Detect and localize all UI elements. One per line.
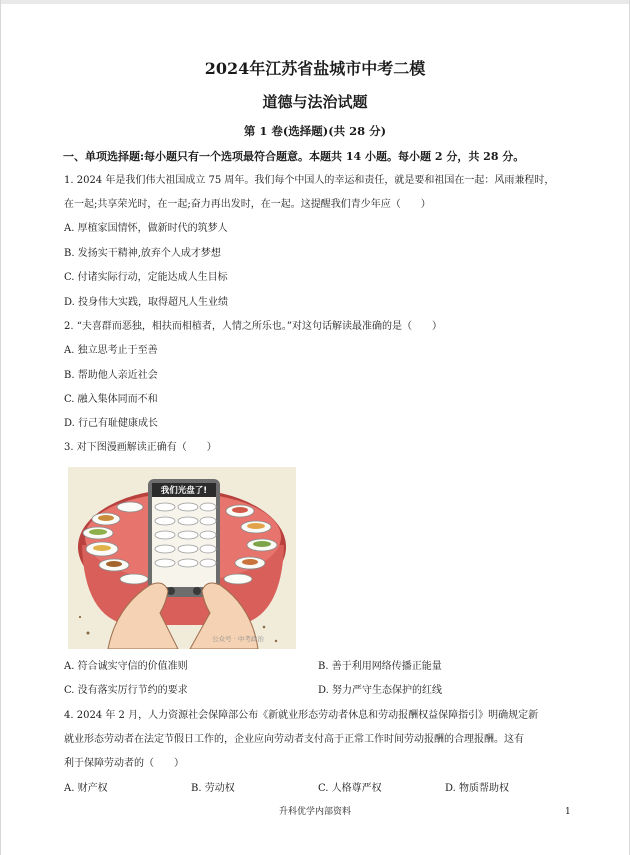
q4-option-c: C. 人格尊严权 [318, 783, 382, 794]
comic-watermark: 公众号 · 中考政治 [212, 635, 264, 643]
page-number: 1 [565, 807, 571, 817]
q3-option-a: A. 符合诚实守信的价值准则 [64, 661, 188, 672]
q1-stem-line2: 在一起;共享荣光时，在一起;奋力再出发时，在一起。这提醒我们青少年应（ ） [64, 199, 431, 210]
exam-subtitle: 道德与法治试题 [262, 93, 368, 111]
comic-caption: 我们光盘了! [160, 486, 208, 496]
q4-stem-line1: 4. 2024 年 2 月，人力资源社会保障部公布《新就业形态劳动者休息和劳动报酬权益保障指引》明确规定新 [64, 710, 539, 721]
q3-stem: 3. 对下图漫画解读正确有（ ） [64, 442, 217, 453]
q2-option-d: D. 行己有耻健康成长 [64, 418, 159, 429]
footer-text: 升科优学内部资料 [278, 807, 351, 817]
q2-option-c: C. 融入集体同而不和 [64, 394, 158, 405]
q3-option-b: B. 善于利用网络传播正能量 [318, 661, 442, 672]
q2-option-b: B. 帮助他人亲近社会 [64, 370, 158, 381]
q4-stem-line3: 利于保障劳动者的（ ） [64, 758, 184, 769]
part-heading: 第 1 卷(选择题)(共 28 分) [243, 124, 387, 138]
q3-option-c: C. 没有落实厉行节约的要求 [64, 685, 188, 696]
q3-option-d: D. 努力严守生态保护的红线 [318, 685, 443, 696]
q4-option-b: B. 劳动权 [191, 783, 235, 794]
page-top-shadow [0, 0, 630, 4]
q3-comic-image [68, 467, 296, 649]
q1-option-c: C. 付诸实际行动，定能达成人生目标 [64, 272, 228, 283]
q2-stem: 2. “夫喜群而恶独，相扶而相植者，人情之所乐也。”对这句话解读最准确的是（ ） [64, 321, 442, 332]
q2-option-a: A. 独立思考止于至善 [64, 345, 158, 356]
q1-option-b: B. 发扬实干精神,放弃个人成才梦想 [64, 248, 221, 259]
exam-title: 2024年江苏省盐城市中考二模 [204, 59, 426, 78]
q1-option-d: D. 投身伟大实践，取得超凡人生业绩 [64, 297, 229, 308]
q1-option-a: A. 厚植家国情怀，做新时代的筑梦人 [64, 223, 228, 234]
q1-stem-line1: 1. 2024 年是我们伟大祖国成立 75 周年。我们每个中国人的幸运和责任，就是要和祖国在一起：风雨兼程时， [64, 175, 555, 186]
q4-stem-line2: 就业形态劳动者在法定节假日工作的，企业应向劳动者支付高于正常工作时间劳动报酬的合理报酬。这有 [64, 734, 524, 745]
q4-option-d: D. 物质帮助权 [445, 783, 510, 794]
q4-option-a: A. 财产权 [64, 783, 108, 794]
section-heading: 一、单项选择题:每小题只有一个选项最符合题意。本题共 14 小题。每小题 2 分，共 28 分。 [63, 150, 525, 163]
